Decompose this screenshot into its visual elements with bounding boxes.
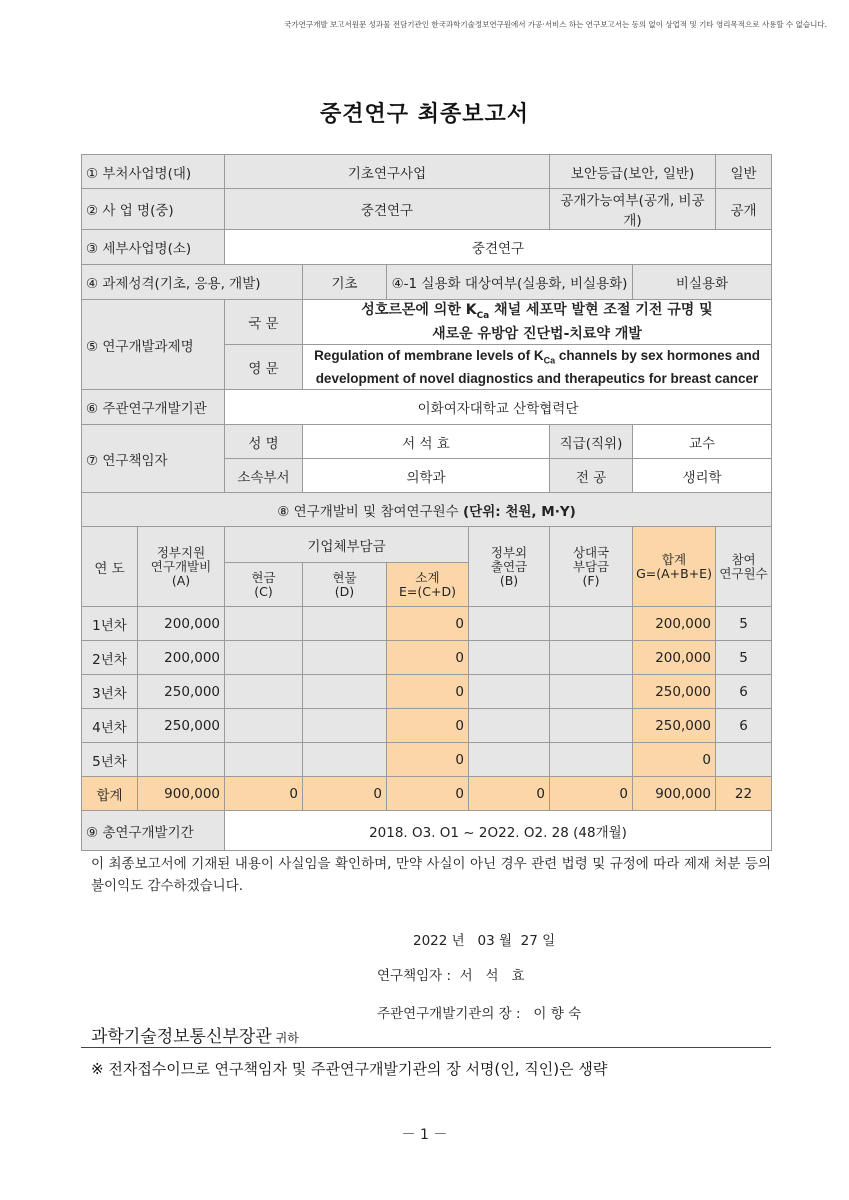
subtotal-cell: 0 (387, 607, 469, 641)
year-cell: 1년차 (82, 607, 138, 641)
partner-country-header (550, 527, 633, 607)
gov-cell: 200,000 (138, 641, 225, 675)
partner-header-l3: (F) (582, 572, 600, 588)
kind-cell (303, 641, 387, 675)
budget-section-header (82, 493, 772, 527)
partner-cell (550, 743, 633, 777)
kind-cell (303, 607, 387, 641)
english-title-line1: Regulation of membrane levels of K (314, 348, 544, 364)
commercialization-value: 비실용화 (633, 265, 772, 300)
host-institution-label: ⑥ 주관연구개발기관 (82, 390, 225, 425)
pi-name: 서 석 효 (303, 425, 550, 459)
task-type-value: 기초 (303, 265, 387, 300)
research-period-value: 2018. O3. O1 ~ 2O22. O2. 28 (48개월) (225, 811, 772, 851)
partner-cell (550, 709, 633, 743)
year-header: 연 도 (82, 527, 138, 607)
research-period-label: ⑨ 총연구개발기간 (82, 811, 225, 851)
subtotal-cell: 0 (387, 743, 469, 777)
budget-sum-row (82, 777, 772, 811)
sum-nongov-cell: 0 (469, 777, 550, 811)
cash-cell (225, 675, 303, 709)
year-cell: 5년차 (82, 743, 138, 777)
nongov-cell (469, 607, 550, 641)
budget-unit: (단위: 천원, M·Y) (463, 503, 576, 520)
gov-header-l3: (A) (171, 572, 191, 588)
report-date: 2022 년 03 월 27 일 (413, 933, 556, 949)
department-label: 소속부서 (225, 459, 303, 493)
electronic-submission-note: ※ 전자접수이므로 연구책임자 및 주관연구개발기관의 장 서명(인, 직인)은 생략 (91, 1060, 608, 1078)
total-cell: 250,000 (633, 709, 716, 743)
korean-title-line1b: 채널 세포막 발현 조절 기전 규명 및 (489, 302, 713, 319)
nongov-cell (469, 743, 550, 777)
gov-cell (138, 743, 225, 777)
corporate-contribution-header: 기업체부담금 (225, 527, 469, 563)
total-cell: 200,000 (633, 607, 716, 641)
english-title-label: 영 문 (225, 345, 303, 390)
subtotal-header-l2: E=(C+D) (399, 583, 456, 599)
sum-cash-cell: 0 (225, 777, 303, 811)
cash-cell (225, 743, 303, 777)
researchers-cell: 6 (716, 675, 772, 709)
gov-funding-header (138, 527, 225, 607)
total-cell: 200,000 (633, 641, 716, 675)
kind-header-l2: (D) (334, 583, 355, 599)
kind-cell (303, 709, 387, 743)
divider (81, 1047, 771, 1048)
researchers-cell: 6 (716, 709, 772, 743)
cash-cell (225, 641, 303, 675)
kind-cell (303, 675, 387, 709)
sub-program-value: 중견연구 (225, 230, 772, 265)
host-institution-value: 이화여자대학교 산학협력단 (225, 390, 772, 425)
ministry-name: 과학기술정보통신부장관 (91, 1027, 272, 1047)
partner-cell (550, 675, 633, 709)
subtotal-header-l1: 소계 (415, 569, 440, 585)
researchers-cell: 5 (716, 607, 772, 641)
budget-row (82, 743, 772, 777)
sub-program-label: ③ 세부사업명(소) (82, 230, 225, 265)
kind-header-l1: 현물 (332, 569, 357, 585)
gov-header-l2: 연구개발비 (150, 558, 212, 574)
budget-section-title: ⑧ 연구개발비 및 참여연구원수 (277, 503, 463, 520)
report-form-table (81, 154, 772, 851)
korean-title-line2: 새로운 유방암 진단법-치료약 개발 (432, 325, 642, 342)
addressee (91, 1022, 299, 1047)
year-cell: 2년차 (82, 641, 138, 675)
security-level-label: 보안등급(보안, 일반) (550, 155, 716, 189)
sum-subtotal-cell: 0 (387, 777, 469, 811)
cash-header-l2: (C) (254, 583, 273, 599)
kind-cell (303, 743, 387, 777)
sum-partner-cell: 0 (550, 777, 633, 811)
nongov-cell (469, 675, 550, 709)
english-title-line1b: channels by sex hormones and (555, 348, 760, 364)
in-kind-header (303, 563, 387, 607)
nongov-cell (469, 709, 550, 743)
program-value: 중견연구 (225, 189, 550, 230)
nongov-header-l3: (B) (499, 572, 519, 588)
dept-program-value: 기초연구사업 (225, 155, 550, 189)
major-label: 전 공 (550, 459, 633, 493)
sum-gov-cell: 900,000 (138, 777, 225, 811)
researchers-cell (716, 743, 772, 777)
task-type-label: ④ 과제성격(기초, 응용, 개발) (82, 265, 303, 300)
pi-department: 의학과 (303, 459, 550, 493)
page-number: － 1 － (401, 1127, 448, 1143)
total-header (633, 527, 716, 607)
pi-signature-line: 연구책임자 : 서 석 효 (377, 968, 525, 984)
pi-major: 생리학 (633, 459, 772, 493)
year-cell: 4년차 (82, 709, 138, 743)
year-cell: 3년차 (82, 675, 138, 709)
korean-title-line1: 성호르몬에 의한 K (361, 302, 477, 319)
cash-cell (225, 709, 303, 743)
honorific: 귀하 (275, 1031, 299, 1045)
page-title: 중견연구 최종보고서 (320, 102, 529, 127)
nongov-cell (469, 641, 550, 675)
total-cell: 0 (633, 743, 716, 777)
subtotal-cell: 0 (387, 641, 469, 675)
researchers-header-l1: 참여 (731, 551, 756, 567)
gov-cell: 250,000 (138, 675, 225, 709)
position-label: 직급(직위) (550, 425, 633, 459)
english-title-line2: development of novel diagnostics and therapeutics for breast cancer (315, 370, 759, 386)
subtotal-cell: 0 (387, 709, 469, 743)
disclosure-label: 공개가능여부(공개, 비공개) (550, 189, 716, 230)
non-gov-header (469, 527, 550, 607)
english-title-subscript: Ca (543, 355, 556, 366)
cash-header-l1: 현금 (251, 569, 276, 585)
commercialization-label: ④-1 실용화 대상여부(실용화, 비실용화) (387, 265, 633, 300)
nongov-header-l2: 출연금 (490, 558, 528, 574)
gov-cell: 250,000 (138, 709, 225, 743)
copyright-notice: 국가연구개발 보고서원문 성과물 전담기관인 한국과학기술정보연구원에서 가공·서비스 하는 연구보고서는 동의 없이 상업적 및 기타 영리목적으로 사용할 수 없습니다. (284, 20, 827, 29)
korean-title-subscript: Ca (476, 310, 490, 321)
partner-cell (550, 607, 633, 641)
subtotal-header (387, 563, 469, 607)
sum-total-cell: 900,000 (633, 777, 716, 811)
subtotal-cell: 0 (387, 675, 469, 709)
sum-year-cell: 합계 (82, 777, 138, 811)
sum-researchers-cell: 22 (716, 777, 772, 811)
partner-header-l2: 부담금 (572, 558, 610, 574)
gov-cell: 200,000 (138, 607, 225, 641)
korean-project-title (303, 300, 772, 345)
cash-cell (225, 607, 303, 641)
dept-program-label: ① 부처사업명(대) (82, 155, 225, 189)
total-header-l1: 합계 (661, 551, 687, 567)
korean-title-label: 국 문 (225, 300, 303, 345)
researchers-header (716, 527, 772, 607)
researchers-header-l2: 연구원수 (719, 565, 768, 581)
project-title-label: ⑤ 연구개발과제명 (82, 300, 225, 390)
cash-header (225, 563, 303, 607)
total-header-l2: G=(A+B+E) (636, 565, 712, 581)
security-level-value: 일반 (716, 155, 772, 189)
english-project-title (303, 345, 772, 390)
sum-kind-cell: 0 (303, 777, 387, 811)
budget-row (82, 675, 772, 709)
institution-head-signature-line: 주관연구개발기관의 장 : 이 향 숙 (377, 1006, 582, 1022)
budget-row (82, 709, 772, 743)
disclosure-value: 공개 (716, 189, 772, 230)
partner-cell (550, 641, 633, 675)
budget-row (82, 607, 772, 641)
partner-header-l1: 상대국 (572, 544, 610, 560)
program-label: ② 사 업 명(중) (82, 189, 225, 230)
researchers-cell: 5 (716, 641, 772, 675)
budget-row (82, 641, 772, 675)
nongov-header-l1: 정부외 (490, 544, 528, 560)
gov-header-l1: 정부지원 (156, 544, 206, 560)
confirmation-statement: 이 최종보고서에 기재된 내용이 사실임을 확인하며, 만약 사실이 아닌 경우 관련 법령 및 규정에 따라 제재 처분 등의 불이익도 감수하겠습니다. (91, 856, 771, 894)
pi-label: ⑦ 연구책임자 (82, 425, 225, 493)
pi-position: 교수 (633, 425, 772, 459)
total-cell: 250,000 (633, 675, 716, 709)
name-label: 성 명 (225, 425, 303, 459)
